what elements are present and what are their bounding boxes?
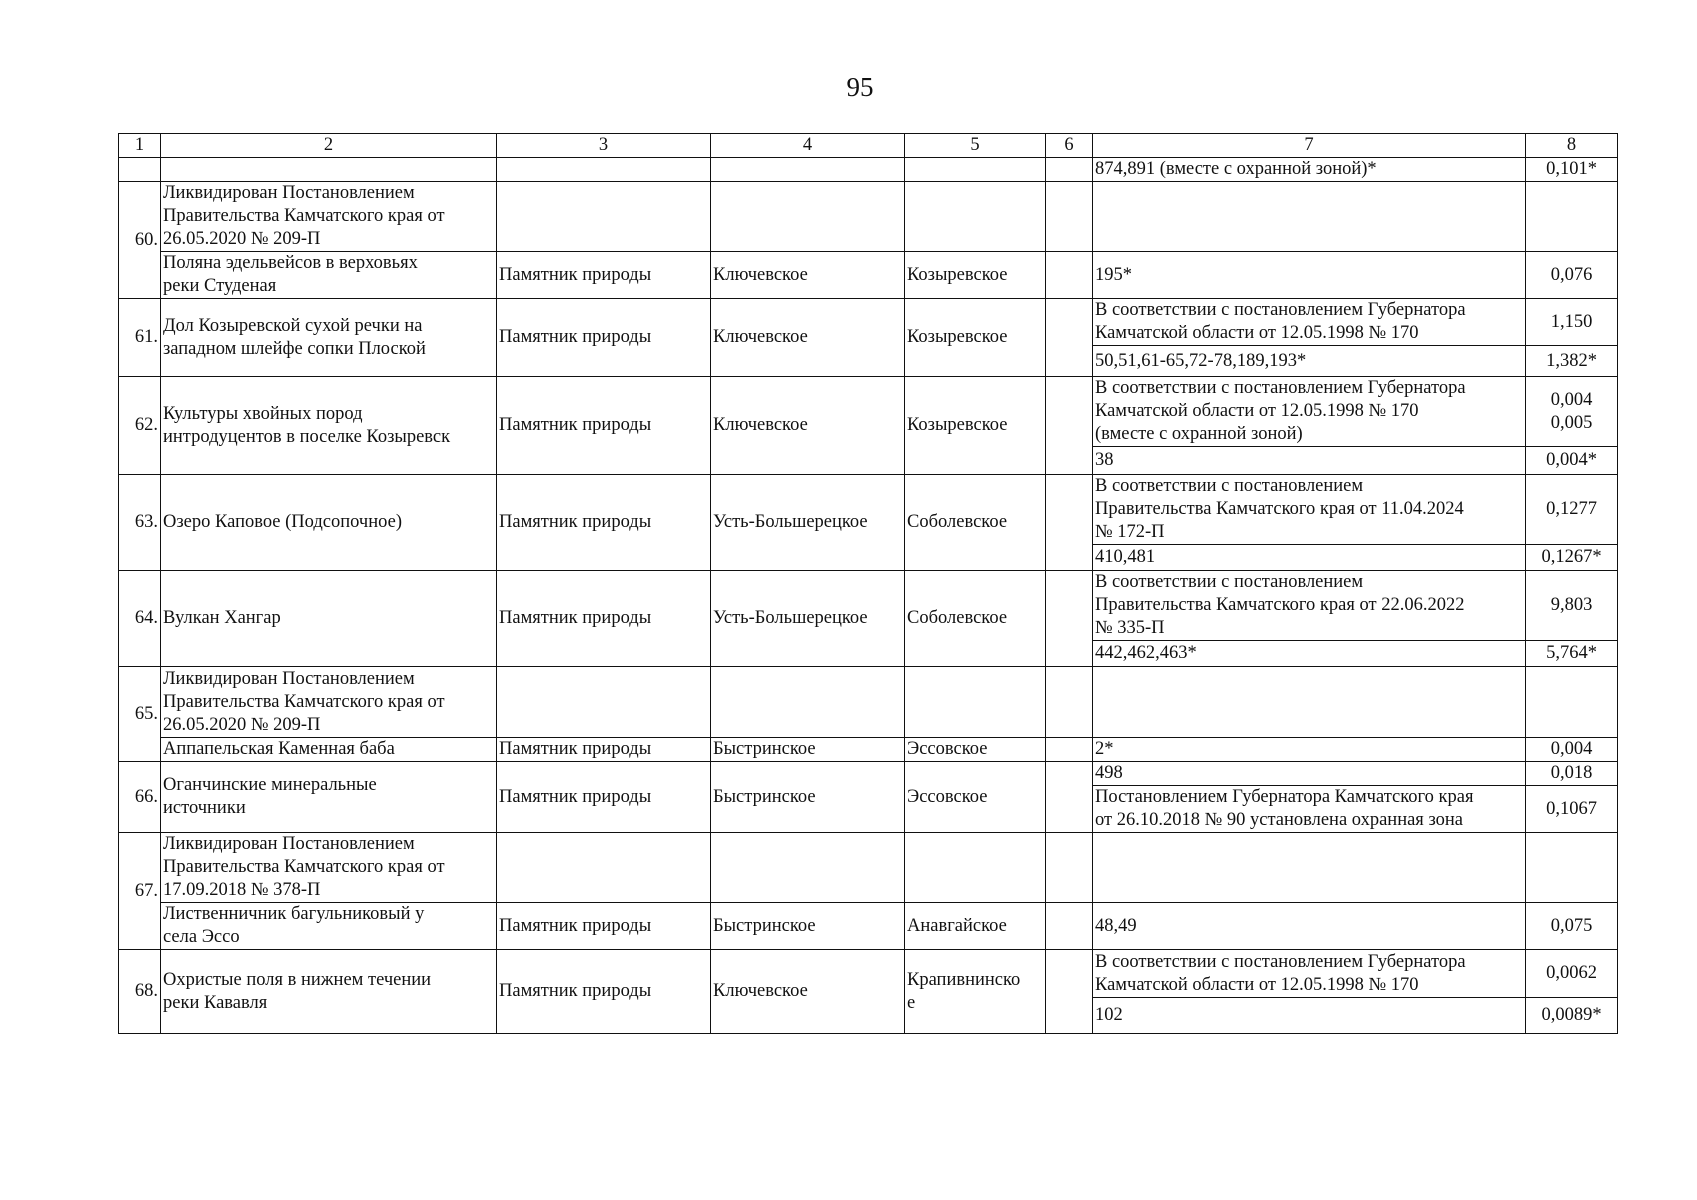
object-name: Вулкан Хангар xyxy=(161,571,497,667)
row-number: 68. xyxy=(119,950,161,1034)
district-cell: Усть-Большерецкое xyxy=(711,571,905,667)
forestry-cell: Соболевское xyxy=(905,475,1046,571)
header-row xyxy=(119,134,1618,158)
col-header: 2 xyxy=(161,134,497,158)
forestry-cell: Анавгайское xyxy=(905,903,1046,950)
table-row xyxy=(119,762,1618,786)
object-name: Дол Козыревской сухой речки на западном шлейфе сопки Плоской xyxy=(161,299,497,377)
object-type: Памятник природы xyxy=(497,252,711,299)
object-name: Лиственничник багульниковый у села Эссо xyxy=(161,903,497,950)
col-header: 4 xyxy=(711,134,905,158)
col-header: 3 xyxy=(497,134,711,158)
row-number: 61. xyxy=(119,299,161,377)
object-name: Аппапельская Каменная баба xyxy=(161,738,497,762)
row-number: 66. xyxy=(119,762,161,833)
row-number: 65. xyxy=(119,667,161,762)
liquidation-note: Ликвидирован Постановлением Правительства Камчатского края от 17.09.2018 № 378-П xyxy=(161,833,497,903)
row-number: 62. xyxy=(119,377,161,475)
row-number: 60. xyxy=(119,182,161,299)
document-cell: В соответствии с постановлением Губернатора Камчатской области от 12.05.1998 № 170 (вместе с охранной зоной) xyxy=(1093,377,1526,447)
col-header: 8 xyxy=(1526,134,1618,158)
value-cell: 0,1267* xyxy=(1526,545,1618,571)
object-name: Охристые поля в нижнем течении реки Кававля xyxy=(161,950,497,1034)
value-cell: 0,1067 xyxy=(1526,786,1618,833)
table-row xyxy=(119,377,1618,447)
row-number: 67. xyxy=(119,833,161,950)
area-cell: 50,51,61-65,72-78,189,193* xyxy=(1093,346,1526,377)
value-cell: 0,075 xyxy=(1526,903,1618,950)
object-name: Поляна эдельвейсов в верховьях реки Студеная xyxy=(161,252,497,299)
district-cell: Быстринское xyxy=(711,762,905,833)
document-cell: В соответствии с постановлением Правительства Камчатского края от 22.06.2022 № 335-П xyxy=(1093,571,1526,641)
value-cell: 0,1277 xyxy=(1526,475,1618,545)
area-cell: 38 xyxy=(1093,447,1526,475)
value-cell: 0,076 xyxy=(1526,252,1618,299)
forestry-cell: Козыревское xyxy=(905,377,1046,475)
reserves-table xyxy=(118,133,1618,1034)
object-name: Озеро Каповое (Подсопочное) xyxy=(161,475,497,571)
col-header: 1 xyxy=(119,134,161,158)
area-cell: 195* xyxy=(1093,252,1526,299)
object-type: Памятник природы xyxy=(497,571,711,667)
table-row xyxy=(119,299,1618,346)
liquidation-note: Ликвидирован Постановлением Правительства Камчатского края от 26.05.2020 № 209-П xyxy=(161,182,497,252)
area-cell: 442,462,463* xyxy=(1093,641,1526,667)
document-cell: В соответствии с постановлением Губернатора Камчатской области от 12.05.1998 № 170 xyxy=(1093,950,1526,998)
table-row xyxy=(119,571,1618,641)
district-cell: Ключевское xyxy=(711,299,905,377)
object-type: Памятник природы xyxy=(497,299,711,377)
area-cell: 2* xyxy=(1093,738,1526,762)
table-row xyxy=(119,833,1618,903)
col-header: 7 xyxy=(1093,134,1526,158)
area-cell: 410,481 xyxy=(1093,545,1526,571)
table-row xyxy=(119,903,1618,950)
district-cell: Ключевское xyxy=(711,252,905,299)
row-number: 64. xyxy=(119,571,161,667)
value-cell: 9,803 xyxy=(1526,571,1618,641)
value-cell: 0,004* xyxy=(1526,447,1618,475)
district-cell: Усть-Большерецкое xyxy=(711,475,905,571)
document-cell: В соответствии с постановлением Губернатора Камчатской области от 12.05.1998 № 170 xyxy=(1093,299,1526,346)
table-row xyxy=(119,475,1618,545)
value-cell: 5,764* xyxy=(1526,641,1618,667)
district-cell: Ключевское xyxy=(711,950,905,1034)
object-type: Памятник природы xyxy=(497,762,711,833)
object-name: Оганчинские минеральные источники xyxy=(161,762,497,833)
value-cell: 0,101* xyxy=(1526,158,1618,182)
object-type: Памятник природы xyxy=(497,903,711,950)
document-cell: Постановлением Губернатора Камчатского края от 26.10.2018 № 90 установлена охранная зона xyxy=(1093,786,1526,833)
value-cell: 0,018 xyxy=(1526,762,1618,786)
value-cell: 1,150 xyxy=(1526,299,1618,346)
object-type: Памятник природы xyxy=(497,475,711,571)
value-cell: 0,004 xyxy=(1526,738,1618,762)
table-row xyxy=(119,950,1618,998)
district-cell: Быстринское xyxy=(711,738,905,762)
page-number: 95 xyxy=(846,72,874,102)
object-type: Памятник природы xyxy=(497,377,711,475)
object-type: Памятник природы xyxy=(497,738,711,762)
area-cell: 48,49 xyxy=(1093,903,1526,950)
area-cell: 874,891 (вместе с охранной зоной)* xyxy=(1093,158,1526,182)
forestry-cell: Козыревское xyxy=(905,299,1046,377)
forestry-cell: Эссовское xyxy=(905,738,1046,762)
forestry-cell: Соболевское xyxy=(905,571,1046,667)
value-cell: 1,382* xyxy=(1526,346,1618,377)
document-cell: В соответствии с постановлением Правительства Камчатского края от 11.04.2024 № 172-П xyxy=(1093,475,1526,545)
value-cell: 0,0089* xyxy=(1526,998,1618,1034)
col-header: 5 xyxy=(905,134,1046,158)
row-number: 63. xyxy=(119,475,161,571)
liquidation-note: Ликвидирован Постановлением Правительства Камчатского края от 26.05.2020 № 209-П xyxy=(161,667,497,738)
col-header: 6 xyxy=(1046,134,1093,158)
table-row xyxy=(119,738,1618,762)
forestry-cell: Эссовское xyxy=(905,762,1046,833)
area-cell: 102 xyxy=(1093,998,1526,1034)
area-cell: 498 xyxy=(1093,762,1526,786)
value-cell: 0,0062 xyxy=(1526,950,1618,998)
forestry-cell: Крапивнинско е xyxy=(905,950,1046,1034)
forestry-cell: Козыревское xyxy=(905,252,1046,299)
district-cell: Быстринское xyxy=(711,903,905,950)
table-row xyxy=(119,182,1618,252)
object-name: Культуры хвойных пород интродуцентов в поселке Козыревск xyxy=(161,377,497,475)
table-row xyxy=(119,667,1618,738)
table-row xyxy=(119,252,1618,299)
district-cell: Ключевское xyxy=(711,377,905,475)
table-row xyxy=(119,158,1618,182)
value-cell: 0,004 0,005 xyxy=(1526,377,1618,447)
object-type: Памятник природы xyxy=(497,950,711,1034)
